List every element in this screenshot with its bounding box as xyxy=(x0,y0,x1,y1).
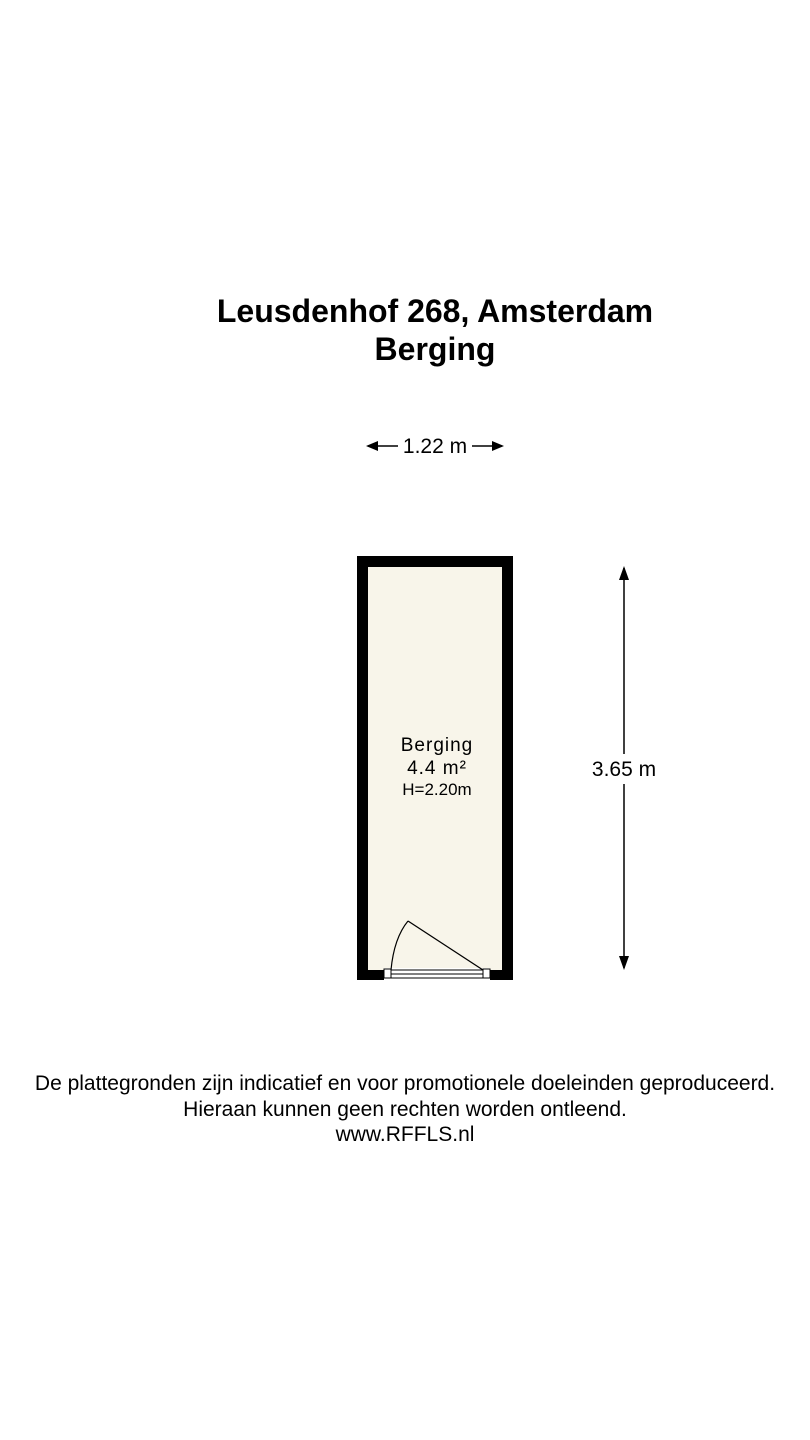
width-label: 1.22 m xyxy=(402,435,468,458)
door-jamb-right xyxy=(483,969,490,978)
disclaimer-line-1: De plattegronden zijn indicatief en voor promotionele doeleinden geproduceerd. xyxy=(34,1072,776,1095)
arrow-right-icon xyxy=(492,441,504,451)
disclaimer-line-2: Hieraan kunnen geen rechten worden ontleend. xyxy=(183,1098,627,1121)
floorplan-floor-title: Berging xyxy=(374,331,496,367)
room-area-label: 4.4 m² xyxy=(407,758,467,779)
arrow-left-icon xyxy=(366,441,378,451)
arrow-down-icon xyxy=(619,956,629,970)
website-link[interactable]: www.RFFLS.nl xyxy=(335,1123,475,1146)
room-height-label: H=2.20m xyxy=(402,780,472,799)
length-dimension xyxy=(592,566,656,970)
width-dimension xyxy=(366,435,504,458)
room-berging xyxy=(357,556,513,980)
length-label: 3.65 m xyxy=(591,758,657,781)
arrow-up-icon xyxy=(619,566,629,580)
floorplan-address-title: Leusdenhof 268, Amsterdam xyxy=(216,293,654,329)
door-jamb-left xyxy=(384,969,391,978)
room-name-label: Berging xyxy=(400,735,474,756)
